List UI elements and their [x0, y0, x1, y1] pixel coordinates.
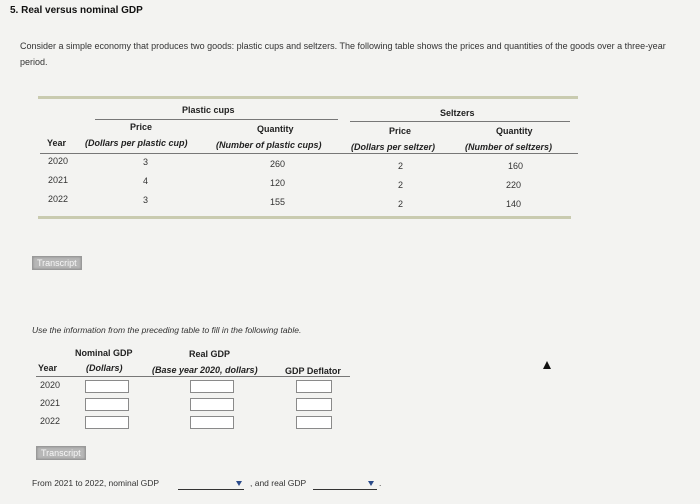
col-header-seltzer-price: Price — [389, 126, 412, 136]
group-rule-plastic-cups — [95, 119, 338, 120]
mouse-cursor-icon — [543, 361, 551, 369]
nominal-gdp-change-dropdown[interactable] — [178, 477, 244, 490]
col-unit-real-gdp: (Base year 2020, dollars) — [152, 365, 258, 375]
cell-cup-price: 4 — [143, 176, 149, 186]
chevron-down-icon — [236, 481, 242, 486]
header-bottom-rule — [40, 153, 578, 154]
instruction-text: Use the information from the preceding table to fill in the following table. — [32, 325, 302, 335]
col-header-year: Year — [47, 138, 67, 148]
col-unit-seltzer-price: (Dollars per seltzer) — [351, 142, 436, 152]
col-header-cup-quantity: Quantity — [257, 124, 294, 134]
table-top-rule — [38, 96, 578, 99]
gdp-deflator-2021-input[interactable] — [296, 398, 332, 411]
col-unit-cup-price: (Dollars per plastic cup) — [85, 138, 188, 148]
real-gdp-2022-input[interactable] — [190, 416, 234, 429]
answer-sentence — [32, 478, 159, 488]
question-intro: Consider a simple economy that produces two goods: plastic cups and seltzers. The following table shows the prices and quantities of the goods over a three-year period. — [20, 41, 666, 67]
cell-cup-quantity: 120 — [270, 178, 286, 188]
cell-year: 2021 — [48, 175, 69, 185]
group-rule-seltzers — [350, 121, 570, 122]
col-header-gdp-deflator: GDP Deflator — [285, 366, 341, 376]
gdp-deflator-2022-input[interactable] — [296, 416, 332, 429]
nominal-gdp-2022-input[interactable] — [85, 416, 129, 429]
real-gdp-change-dropdown[interactable] — [313, 477, 377, 490]
chevron-down-icon — [368, 481, 374, 486]
col-header-year: Year — [38, 363, 58, 373]
cell-seltzer-quantity: 220 — [506, 180, 522, 190]
col-header-seltzer-quantity: Quantity — [496, 126, 533, 136]
col-unit-nominal-gdp: (Dollars) — [86, 363, 123, 373]
cell-cup-price: 3 — [143, 157, 149, 167]
col-unit-seltzer-quantity: (Number of seltzers) — [465, 142, 553, 152]
col-header-nominal-gdp: Nominal GDP — [75, 348, 133, 358]
row-year: 2022 — [40, 416, 61, 426]
real-gdp-2020-input[interactable] — [190, 380, 234, 393]
group-header-plastic-cups: Plastic cups — [182, 105, 235, 115]
row-year: 2021 — [40, 398, 61, 408]
answer-text-2: , and real GDP — [250, 478, 307, 488]
gdp-header-rule — [36, 376, 350, 377]
col-header-real-gdp: Real GDP — [189, 349, 231, 359]
cell-cup-price: 3 — [143, 195, 149, 205]
row-year: 2020 — [40, 380, 61, 390]
cell-year: 2022 — [48, 194, 69, 204]
cell-year: 2020 — [48, 156, 69, 166]
transcript-button[interactable]: Transcript — [36, 446, 86, 460]
cell-seltzer-quantity: 140 — [506, 199, 522, 209]
cell-cup-quantity: 155 — [270, 197, 286, 207]
group-header-seltzers: Seltzers — [440, 108, 475, 118]
gdp-deflator-2020-input[interactable] — [296, 380, 332, 393]
col-header-cup-price: Price — [130, 122, 153, 132]
question-title: 5. Real versus nominal GDP — [10, 5, 143, 16]
cell-seltzer-price: 2 — [398, 199, 404, 209]
transcript-button[interactable]: Transcript — [32, 256, 82, 270]
nominal-gdp-2021-input[interactable] — [85, 398, 129, 411]
cell-seltzer-price: 2 — [398, 180, 404, 190]
real-gdp-2021-input[interactable] — [190, 398, 234, 411]
answer-end-period: . — [379, 478, 382, 488]
answer-text-1: From 2021 to 2022, nominal GDP — [32, 478, 160, 488]
nominal-gdp-2020-input[interactable] — [85, 380, 129, 393]
col-unit-cup-quantity: (Number of plastic cups) — [216, 140, 322, 150]
cell-cup-quantity: 260 — [270, 159, 286, 169]
cell-seltzer-quantity: 160 — [508, 161, 524, 171]
table-bottom-rule — [38, 216, 571, 219]
cell-seltzer-price: 2 — [398, 161, 404, 171]
